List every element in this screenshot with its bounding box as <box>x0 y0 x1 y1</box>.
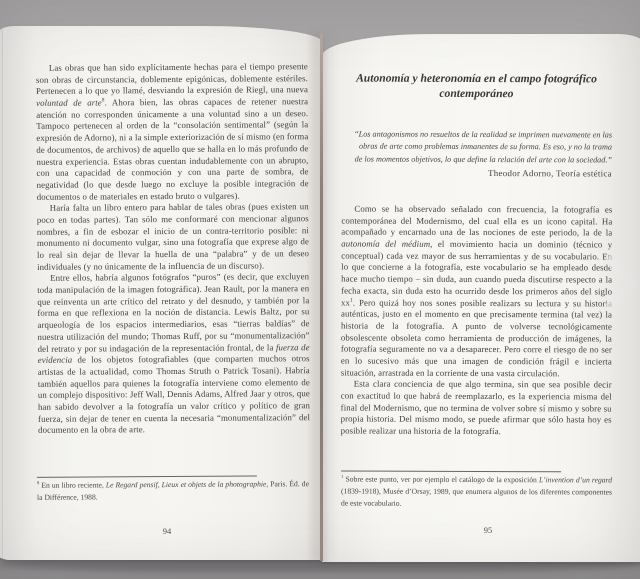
book-spine <box>320 34 323 561</box>
next-page-arrow[interactable] <box>601 251 639 317</box>
footnote <box>37 475 309 504</box>
footnote <box>341 471 612 511</box>
footnote-text: $^8$ En un libro reciente, Le Regard pensif, Lieux et objets de la photographie, Paris. Éd. de la Différence, 1988. <box>36 479 309 502</box>
left-page-body-text <box>36 61 310 437</box>
paragraph: Como se ha observado señalado con frecuencia, la fotografía es contemporánea del Modernismo, del cual ella es un icono capital. Ha acompañado y encarnado una de las nociones de este periodo, la de la autonomía del médium, el movimiento hacia un dominio (técnico y conceptual) cada vez mayor de sus herramientas y de su vocabulario. En lo que concierne a la fotografía, este vocabulario se ha empleado desde hace mucho tiempo – sin duda, aun cuando pueda discutirse respecto a la fecha exacta, sin duda esto ha ocurrido desde los primeros años del siglo $xx^1$. Pero quizá hoy nos sones posible realizars su lectura y su historia auténticas, justo en el momento en que precisamente termina (tal vez) la historia de la fotografía. A punto de volverse tecnológicamente obsolescente obsoleta como herramienta de producción de imágenes, la fotografía seguramente no va a desaparecer. Pero corre el riesgo de no ser en lo sucesivo más que una imagen de condición frágil e incierta situación, arrastrada en la corriente de una vasta circulación. <box>340 203 613 378</box>
right-page-body-text <box>341 204 613 439</box>
chapter-title: Autonomía y heteronomía en el campo fotográfico contemporáneo <box>356 71 597 101</box>
paragraph: Entre ellos, habría algunos fotógrafos “puros” (es decir, que excluyen toda manipulación de la imagen fotográfica). Jean Rault, por la manera en que reinventa un arte crítico del retrato y del desnudo, y también por la forma en que reflexiona en la noción de distancia. Lewis Baltz, por su arqueología de los espacios intermediarios, esas “tierras baldías” de nuestra utilización del mundo; Thomas Ruff, por su “monumentalización” del retrato y por su indagación de la representación frontal, de la fuerza de evidencia de los objetos fotografiables (que comparten muchos otros artistas de la actualidad, como Thomas Struth o Patrick Tosani). Habría también aquellos para quienes la fotografía interviene como elemento de un complejo dispositivo: Jeff Wall, Dennis Adams, Alfred Jaar y otros, que han sabido devolver a la fotografía un valor crítico y político de gran fuerza, sin dejar de tener en cuenta la necesaria “monumentalización” del documento en la obra de arte. <box>37 271 311 436</box>
paragraph: Haría falta un libro entero para hablar de tales obras (pues existen un poco en todas partes). Tan sólo me conformaré con mencionar algunos nombres, a fin de esbozar el inicio de un contra-territorio posible: ni monumento ni documento vulgar, sino una fotografía que exprese algo de lo real sin dejar de llevar la huella de una “palabra” y de un deseo individuales (y no únicamente de la influencia de un discurso). <box>36 201 310 272</box>
paragraph: Esta clara conciencia de que algo termina, sin que sea posible decir con exactitud lo que habrá de reemplazarlo, es la experiencia misma del final del Modernismo, que no termina de volver sobre sí mismo y sobre su propia historia. Del mismo modo, se puede afirmar que sólo hasta hoy es posible realizar una historia de la fotografía. <box>340 378 612 437</box>
epigraph <box>352 129 612 179</box>
epigraph-quote: “Los antagonismos no resueltos de la realidad se imprimen nuevamente en las obras de arte como problemas inmanentes de su forma. Es eso, y no la trama de los momentos objetivos, lo que define la relación del arte con la sociedad.” <box>354 129 613 165</box>
chevron-right-icon <box>601 251 639 317</box>
paragraph: Las obras que han sido explícitamente hechas para el tiempo presente son obras de circunstancia, doblemente epigónicas, doblemente estériles. Pertenecen a lo que yo llamé, desviando la expresión de Riegl, una nueva voluntad de arte$^8$. Ahora bien, las obras capaces de retener nuestra atención no corresponden únicamente a una voluntad sino a un deseo. Tampoco pertenecen al orden de la “consolación sentimental” (según la expresión de Adorno), ni a la simple exteriorización de sí mismo (en forma de documentos, de archivos) de aquello que se halla en lo más profundo de nuestra experiencia. Estas obras cuentan indudablemente con un abrupto, con una capacidad de conmoción y con una parte de sombra, de negatividad (lo que desde luego no excluye la posible integración de documentos o de materiales en estado bruto o vulgares). <box>35 61 309 202</box>
epigraph-attribution: Theodor Adorno, Teoría estética <box>488 167 612 179</box>
footnote-rule <box>341 471 561 473</box>
page-fore-edge <box>0 30 5 558</box>
footnote-text: $^1$ Sobre este punto, ver por ejemplo el catálogo de la exposición L’invention d’un regard (1839-1918), Musée d’Orsay, 1989, que enumera algunos de los diferentes componentes de este vocabulario. <box>340 474 613 509</box>
page-number: 94 <box>162 526 172 536</box>
footnote-rule <box>37 475 257 477</box>
page-number: 95 <box>483 525 493 535</box>
